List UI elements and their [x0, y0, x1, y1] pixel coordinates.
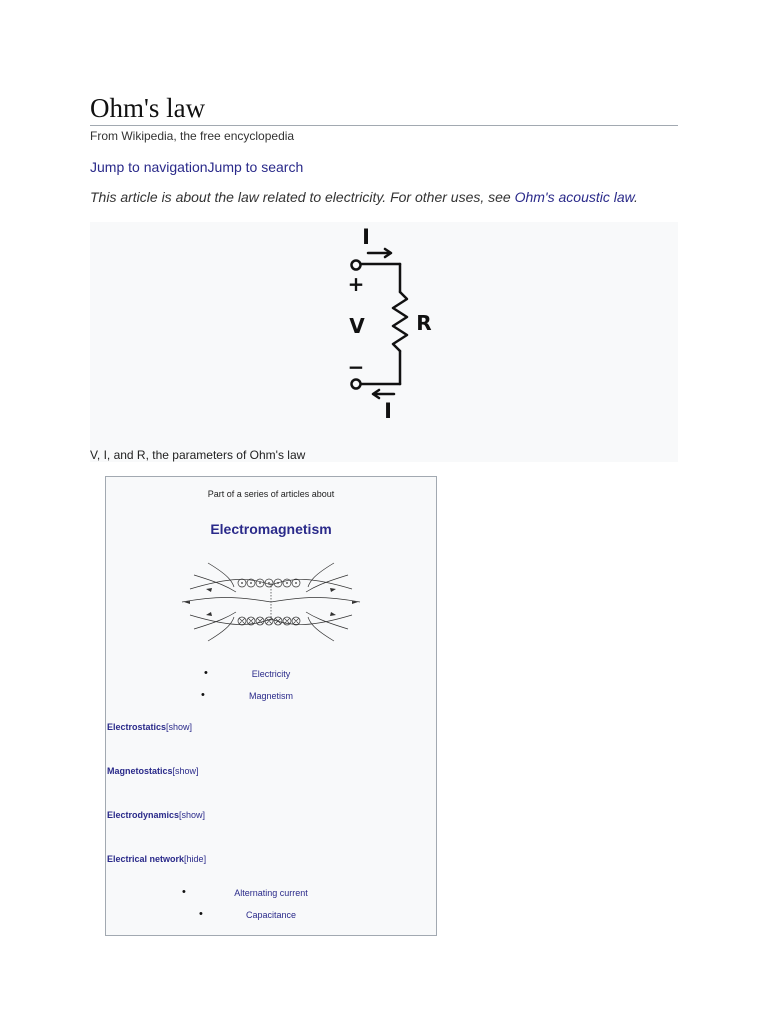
- title-divider: [90, 125, 678, 126]
- plus-sign: +: [347, 272, 365, 296]
- electricity-link[interactable]: Electricity: [251, 669, 291, 679]
- bullet-icon: •: [199, 908, 203, 920]
- jump-links: [90, 159, 303, 175]
- alternating-current-link[interactable]: Alternating current: [234, 888, 308, 898]
- circuit-figure: [90, 222, 678, 462]
- section-electrostatics: [107, 722, 192, 732]
- electrodynamics-show-toggle[interactable]: [show]: [179, 810, 206, 820]
- electrostatics-show-toggle[interactable]: [show]: [166, 722, 193, 732]
- bullet-icon: •: [204, 667, 208, 679]
- list-item-electricity: [106, 669, 436, 683]
- electrical-network-hide-toggle[interactable]: [hide]: [184, 854, 207, 864]
- resistor-zigzag: [393, 292, 407, 351]
- jump-to-search-link[interactable]: Jump to search: [207, 159, 304, 175]
- electromagnetism-sidebar: [105, 476, 437, 936]
- electrostatics-link[interactable]: Electrostatics: [107, 722, 167, 732]
- hatnote-suffix: .: [633, 189, 638, 205]
- magnetostatics-show-toggle[interactable]: [show]: [172, 766, 199, 776]
- section-magnetostatics: [107, 766, 199, 776]
- ohms-acoustic-law-link[interactable]: Ohm's acoustic law: [514, 189, 634, 205]
- tagline: From Wikipedia, the free encyclopedia: [90, 129, 295, 143]
- jump-to-navigation-link[interactable]: Jump to navigation: [90, 159, 208, 175]
- current-label-bottom: I: [384, 399, 392, 423]
- bottom-terminal: [352, 380, 361, 389]
- section-electrodynamics: [107, 810, 205, 820]
- resistance-label: R: [416, 311, 432, 335]
- section-electrical-network: [107, 854, 206, 864]
- list-item-magnetism: [106, 691, 436, 705]
- electrical-network-link[interactable]: Electrical network: [107, 854, 185, 864]
- figure-caption: V, I, and R, the parameters of Ohm's law: [90, 448, 306, 462]
- bullet-icon: •: [182, 886, 186, 898]
- hatnote: [90, 189, 638, 205]
- hatnote-text: This article is about the law related to electricity. For other uses, see: [90, 189, 515, 205]
- solenoid-field-image: [180, 559, 362, 645]
- series-label: Part of a series of articles about: [207, 489, 335, 499]
- page-title: Ohm's law: [90, 93, 206, 123]
- current-label-top: I: [362, 225, 370, 249]
- capacitance-link[interactable]: Capacitance: [245, 910, 297, 920]
- ohms-law-circuit-diagram[interactable]: [330, 222, 450, 427]
- electromagnetism-title-link[interactable]: Electromagnetism: [210, 521, 332, 537]
- top-terminal: [352, 261, 361, 270]
- voltage-label: V: [349, 314, 365, 338]
- electrodynamics-link[interactable]: Electrodynamics: [107, 810, 180, 820]
- magnetostatics-link[interactable]: Magnetostatics: [107, 766, 173, 776]
- list-item-capacitance: [106, 910, 436, 924]
- list-item-alternating-current: [106, 888, 436, 902]
- bullet-icon: •: [201, 689, 205, 701]
- minus-sign: −: [347, 355, 365, 379]
- magnetism-link[interactable]: Magnetism: [248, 691, 293, 701]
